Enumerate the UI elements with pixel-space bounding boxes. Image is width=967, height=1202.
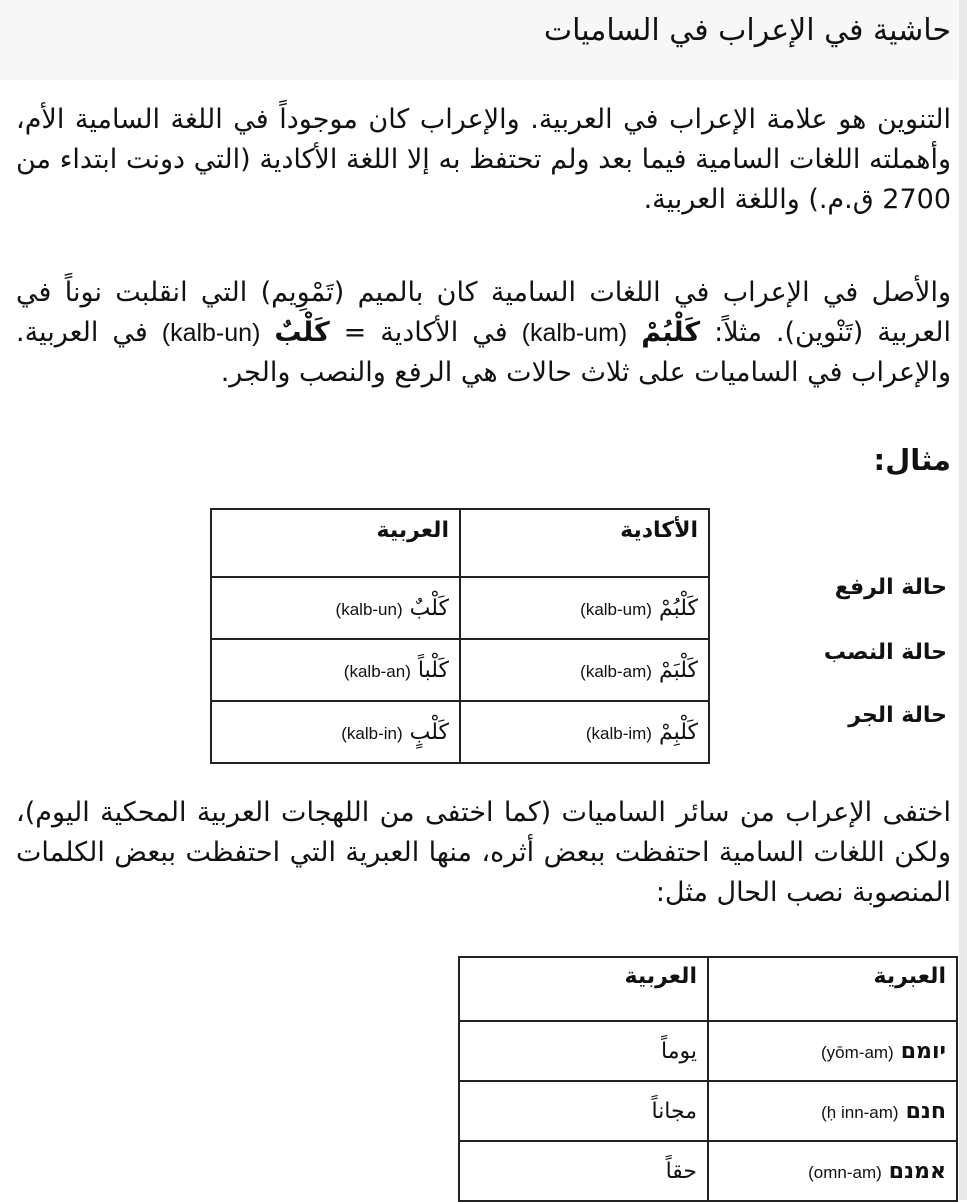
case-label-accusative: حالة النصب (823, 640, 947, 665)
case-table (210, 508, 710, 764)
example-label: مثال: (873, 443, 951, 477)
cell-hebrew: אמנם (omn-am) (708, 1141, 957, 1201)
arabic-word: كَلْبٌ (274, 317, 330, 348)
akkadian-transliteration: (kalb-um) (521, 319, 628, 347)
cell-hebrew: יומם (yōm-am) (708, 1021, 957, 1081)
header-cell-arabic: العربية (459, 957, 708, 1021)
cell-hebrew: חנם (ḥ inn-am) (708, 1081, 957, 1141)
table-row (211, 639, 709, 701)
paragraph-origin (16, 273, 951, 393)
paragraph-disappearance: اختفى الإعراب من سائر الساميات (كما اختفى من اللهجات العربية المحكية اليوم)، ولكن اللغات السامية احتفظت ببعض أثره، منها العبرية التي احتفظت ببعض الكلمات المنصوبة نصب الحال مثل: (16, 797, 951, 908)
table-row (459, 1021, 957, 1081)
header-cell-hebrew: العبرية (708, 957, 957, 1021)
cell-akkadian: كَلْبِمْ (kalb-im) (460, 701, 709, 763)
table-row (459, 1081, 957, 1141)
para2-part3: في العربية. والإعراب في الساميات على ثلاث حالات هي الرفع والنصب والجر. (16, 317, 951, 388)
cell-arabic: مجاناً (459, 1081, 708, 1141)
cell-akkadian: كَلْبُمْ (kalb-um) (460, 577, 709, 639)
akkadian-word: كَلْبُمْ (641, 317, 701, 348)
case-label-genitive: حالة الجر (848, 703, 947, 728)
header-cell-arabic: العربية (211, 509, 460, 577)
table-row (459, 1141, 957, 1201)
cell-arabic: كَلْباً (kalb-an) (211, 639, 460, 701)
paragraph-tanween: التنوين هو علامة الإعراب في العربية. والإعراب كان موجوداً في اللغة السامية الأم، وأهملته اللغات السامية فيما بعد ولم تحتفظ به إلا اللغة الأكادية (التي دونت ابتداء من 2700 ق.م.) واللغة العربية. (16, 104, 951, 215)
hebrew-table (458, 956, 958, 1202)
page-title: حاشية في الإعراب في الساميات (543, 13, 951, 48)
cell-arabic: كَلْبٌ (kalb-un) (211, 577, 460, 639)
table-header-row (211, 509, 709, 577)
cell-arabic: حقاً (459, 1141, 708, 1201)
table-row (211, 701, 709, 763)
cell-arabic: كَلْبٍ (kalb-in) (211, 701, 460, 763)
scroll-edge (959, 0, 967, 1200)
header-cell-akkadian: الأكادية (460, 509, 709, 577)
para2-part2: في الأكادية = (329, 317, 522, 348)
table-row (211, 577, 709, 639)
para2-part1: والأصل في الإعراب في اللغات السامية كان بالميم (تَمْوِيم) التي انقلبت نوناً في العربية (تَنْوين). مثلاً: (16, 277, 952, 348)
arabic-transliteration: (kalb-un) (161, 319, 261, 347)
cell-akkadian: كَلْبَمْ (kalb-am) (460, 639, 709, 701)
table-header-row (459, 957, 957, 1021)
case-label-nominative: حالة الرفع (834, 575, 947, 600)
cell-arabic: يوماً (459, 1021, 708, 1081)
